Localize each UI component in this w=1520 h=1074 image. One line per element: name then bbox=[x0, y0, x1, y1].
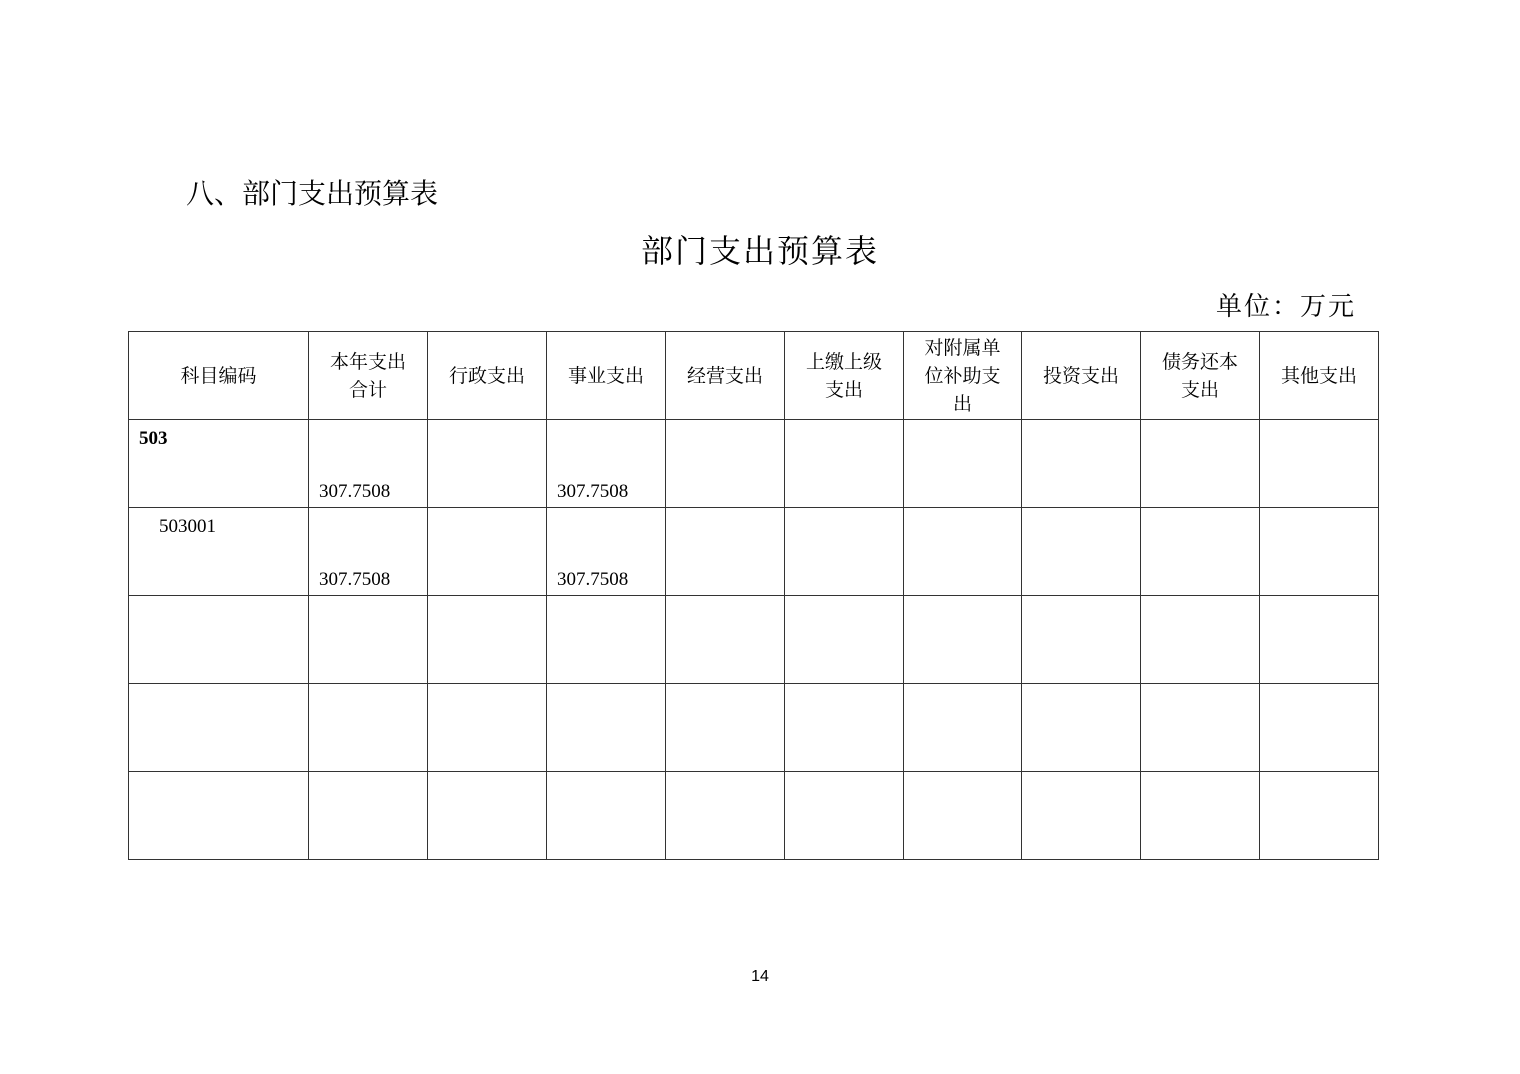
cell-debt bbox=[1141, 684, 1260, 772]
amount-total: 307.7508 bbox=[319, 569, 391, 590]
cell-total bbox=[309, 684, 428, 772]
cell-code bbox=[129, 772, 309, 860]
table-header-row bbox=[129, 332, 1379, 420]
header-institution: 事业支出 bbox=[547, 332, 666, 420]
cell-other bbox=[1260, 684, 1379, 772]
table-row bbox=[129, 508, 1379, 596]
table-row bbox=[129, 420, 1379, 508]
table-row bbox=[129, 772, 1379, 860]
cell-code bbox=[129, 420, 309, 508]
cell-institution bbox=[547, 772, 666, 860]
cell-admin bbox=[428, 508, 547, 596]
cell-total bbox=[309, 772, 428, 860]
table-title: 部门支出预算表 bbox=[640, 232, 879, 270]
header-total: 本年支出 合计 bbox=[309, 332, 428, 420]
cell-total bbox=[309, 508, 428, 596]
cell-business bbox=[666, 508, 785, 596]
cell-remit bbox=[785, 684, 904, 772]
cell-total bbox=[309, 596, 428, 684]
unit-label: 单位：万元 bbox=[1215, 292, 1356, 322]
header-remit: 上缴上级 支出 bbox=[785, 332, 904, 420]
amount-total: 307.7508 bbox=[319, 481, 391, 502]
header-admin: 行政支出 bbox=[428, 332, 547, 420]
cell-institution bbox=[547, 420, 666, 508]
cell-debt bbox=[1141, 508, 1260, 596]
budget-table bbox=[128, 331, 1379, 860]
cell-admin bbox=[428, 772, 547, 860]
cell-debt bbox=[1141, 420, 1260, 508]
cell-subsidy bbox=[904, 684, 1022, 772]
cell-institution bbox=[547, 596, 666, 684]
header-subsidy: 对附属单 位补助支 出 bbox=[904, 332, 1022, 420]
table-row bbox=[129, 684, 1379, 772]
cell-investment bbox=[1022, 684, 1141, 772]
subject-code: 503 bbox=[139, 428, 168, 449]
header-debt: 债务还本 支出 bbox=[1141, 332, 1260, 420]
cell-business bbox=[666, 596, 785, 684]
cell-remit bbox=[785, 420, 904, 508]
cell-admin bbox=[428, 684, 547, 772]
cell-other bbox=[1260, 772, 1379, 860]
cell-admin bbox=[428, 420, 547, 508]
page-number: 14 bbox=[751, 968, 769, 985]
cell-investment bbox=[1022, 596, 1141, 684]
header-investment: 投资支出 bbox=[1022, 332, 1141, 420]
cell-code bbox=[129, 596, 309, 684]
section-heading: 八、部门支出预算表 bbox=[186, 177, 439, 210]
cell-institution bbox=[547, 684, 666, 772]
cell-other bbox=[1260, 596, 1379, 684]
cell-investment bbox=[1022, 508, 1141, 596]
cell-business bbox=[666, 772, 785, 860]
cell-subsidy bbox=[904, 420, 1022, 508]
cell-code bbox=[129, 508, 309, 596]
cell-debt bbox=[1141, 772, 1260, 860]
header-subject-code: 科目编码 bbox=[129, 332, 309, 420]
table-row bbox=[129, 596, 1379, 684]
cell-subsidy bbox=[904, 596, 1022, 684]
cell-remit bbox=[785, 772, 904, 860]
subject-code: 503001 bbox=[159, 516, 216, 537]
cell-other bbox=[1260, 508, 1379, 596]
cell-investment bbox=[1022, 772, 1141, 860]
cell-subsidy bbox=[904, 508, 1022, 596]
amount-institution: 307.7508 bbox=[557, 569, 629, 590]
cell-remit bbox=[785, 596, 904, 684]
cell-other bbox=[1260, 420, 1379, 508]
cell-subsidy bbox=[904, 772, 1022, 860]
amount-institution: 307.7508 bbox=[557, 481, 629, 502]
cell-investment bbox=[1022, 420, 1141, 508]
cell-business bbox=[666, 684, 785, 772]
cell-business bbox=[666, 420, 785, 508]
cell-institution bbox=[547, 508, 666, 596]
cell-remit bbox=[785, 508, 904, 596]
cell-admin bbox=[428, 596, 547, 684]
header-other: 其他支出 bbox=[1260, 332, 1379, 420]
cell-debt bbox=[1141, 596, 1260, 684]
cell-code bbox=[129, 684, 309, 772]
cell-total bbox=[309, 420, 428, 508]
header-business: 经营支出 bbox=[666, 332, 785, 420]
